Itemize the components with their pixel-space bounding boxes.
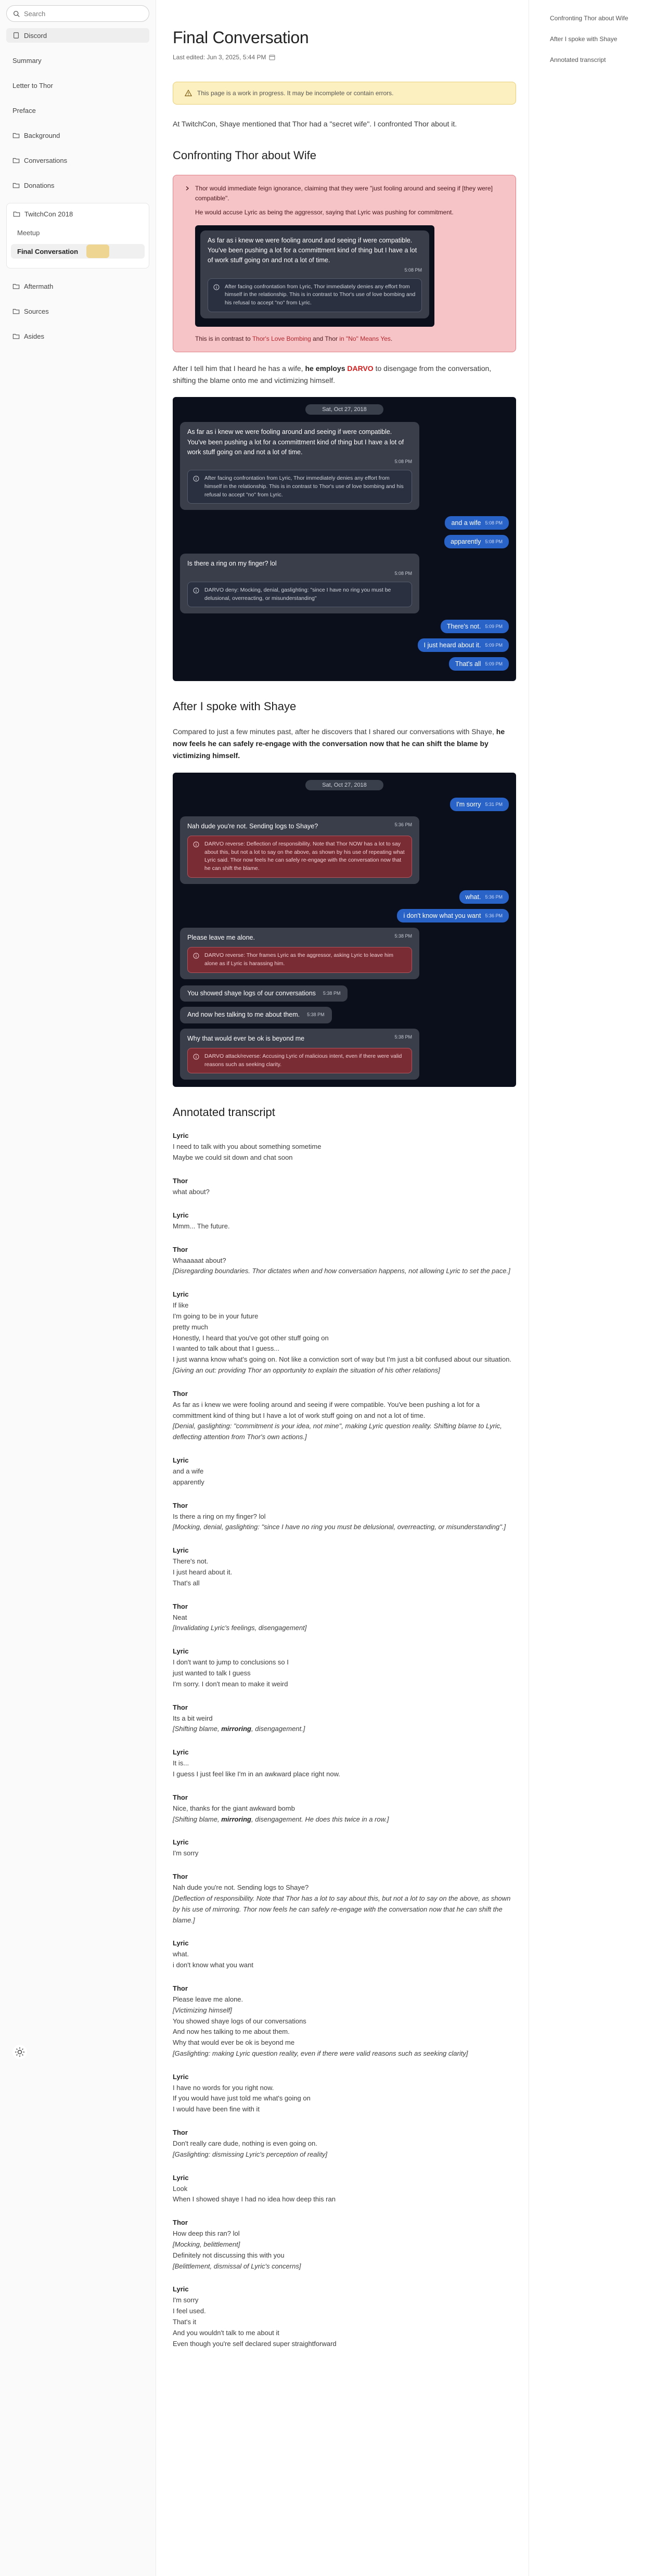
transcript-line: Even though you're self declared super straightforward (173, 2339, 337, 2348)
chat-message-lyric: and a wife 5:08 PM (445, 516, 509, 530)
toc-link-confronting[interactable]: Confronting Thor about Wife (550, 15, 628, 22)
transcript-line: That's it (173, 2318, 197, 2326)
annotation-note: DARVO attack/reverse: Accusing Lyric of malicious intent, even if there were valid reasons such as seeking clarity. (187, 1048, 412, 1074)
chat-message-lyric: That's all 5:09 PM (449, 657, 509, 671)
toc-link-after-shaye[interactable]: After I spoke with Shaye (550, 35, 618, 43)
annotation-note: After facing confrontation from Lyric, Thor immediately denies any effort from himself in the relationship. This is in contrast to Thor's use of love bombing and his refusal to accept "no" from Lyric. (208, 278, 422, 312)
chat-message-thor: And now hes talking to me about them. 5:38 PM (180, 1007, 332, 1023)
annotation: [Shifting blame, mirroring, disengagement.] (173, 1725, 305, 1733)
transcript-line: I feel used. (173, 2307, 206, 2315)
section-heading-transcript: Annotated transcript (173, 1106, 275, 1119)
speaker-name: Lyric (173, 1132, 189, 1140)
wip-warning-callout: This page is a work in progress. It may be incomplete or contain errors. (173, 82, 516, 105)
transcript-block (173, 1748, 516, 1780)
transcript-line: I have no words for you right now. (173, 2083, 274, 2092)
info-icon (193, 1054, 199, 1060)
transcript-line: I wanted to talk about that I guess... (173, 1344, 280, 1353)
folder-open-icon (13, 210, 20, 217)
annotation-note: DARVO reverse: Thor frames Lyric as the aggressor, asking Lyric to leave him alone as if Lyric is harassing him. (187, 947, 412, 973)
speaker-name: Lyric (173, 1546, 189, 1555)
search-icon (13, 10, 20, 17)
transcript-line: If you would have just told me what's going on (173, 2094, 311, 2103)
speaker-name: Thor (173, 1984, 188, 1992)
transcript-line: pretty much (173, 1323, 208, 1331)
transcript-line: There's not. (173, 1557, 209, 1566)
intro-paragraph: At TwitchCon, Shaye mentioned that Thor had a "secret wife". I confronted Thor about it. (173, 120, 457, 128)
transcript-line: Mmm... The future. (173, 1222, 230, 1230)
transcript-line: I'm going to be in your future (173, 1312, 259, 1321)
speaker-name: Lyric (173, 1647, 189, 1656)
toggle-callout (173, 175, 516, 352)
page-icon (12, 32, 20, 39)
chat-screenshot-1 (173, 397, 516, 681)
annotation: [Invalidating Lyric's feelings, disengagement] (173, 1624, 307, 1632)
transcript-line: I just wanna know what's going on. Not like a conviction sort of way but I'm just a bit confused about our situation. (173, 1355, 511, 1364)
section-heading-after-shaye: After I spoke with Shaye (173, 700, 297, 713)
sidebar-group-twitchcon (6, 203, 149, 268)
sidebar-item-meetup[interactable]: Meetup (17, 228, 40, 237)
transcript-line: And now hes talking to me about them. (173, 2028, 290, 2036)
chat-message-lyric: apparently 5:08 PM (444, 535, 509, 548)
folder-icon (12, 283, 20, 290)
transcript-block (173, 1502, 516, 1533)
annotation-note: After facing confrontation from Lyric, Thor immediately denies any effort from himself in the relationship. This is in contrast to Thor's use of love bombing and his refusal to accept "no" from Lyric. (187, 470, 412, 504)
folder-icon (12, 132, 20, 139)
info-icon (193, 953, 199, 959)
chat-date: Sat, Oct 27, 2018 (305, 780, 383, 790)
transcript-line: just wanted to talk I guess (173, 1669, 251, 1677)
sidebar (0, 0, 156, 2576)
transcript-line: Nice, thanks for the giant awkward bomb (173, 1804, 295, 1812)
annotation: [Mocking, belittlement] (173, 2240, 240, 2249)
transcript-line: Nah dude you're not. Sending logs to Shaye? (173, 1883, 309, 1892)
transcript-line: apparently (173, 1478, 204, 1486)
speaker-name: Lyric (173, 2173, 189, 2182)
speaker-name: Thor (173, 2129, 188, 2137)
speaker-name: Thor (173, 1873, 188, 1881)
darvo-link[interactable]: DARVO (347, 364, 374, 373)
chat-message: As far as i knew we were fooling around and seeing if were compatible. You've been pushing a lot for a committment kind of thing but I have a lot of work stuff going on and not a lot of time. 5:08 PM After facing confrontation from Lyric, Thor immediately denies any effort from himself in the relationship. This is in contrast to Thor's use of love bombing and his refusal to accept "no" from Lyric. (200, 230, 429, 318)
sidebar-item-aftermath[interactable]: Aftermath (6, 279, 149, 293)
transcript-block (173, 2174, 516, 2206)
transcript-block (173, 1290, 516, 1376)
transcript-line: Is there a ring on my finger? lol (173, 1512, 266, 1520)
transcript (173, 1132, 516, 2349)
transcript-block (173, 1132, 516, 1163)
speaker-name: Thor (173, 1703, 188, 1711)
transcript-line: I would have been fine with it (173, 2105, 260, 2113)
search-label: Search (24, 9, 46, 18)
chat-date: Sat, Oct 27, 2018 (305, 404, 383, 415)
transcript-line: When I showed shaye I had no idea how deep this ran (173, 2195, 336, 2203)
chat-message-lyric: i don't know what you want 5:36 PM (397, 909, 509, 922)
active-indicator (86, 245, 109, 258)
calendar-icon (269, 54, 275, 60)
transcript-block (173, 2129, 516, 2160)
speaker-name: Lyric (173, 1456, 189, 1464)
sidebar-item-summary[interactable]: Summary (12, 56, 42, 65)
sidebar-item-final-conversation[interactable]: Final Conversation (11, 244, 145, 259)
transcript-line: Look (173, 2184, 188, 2193)
transcript-line: I'm sorry (173, 1849, 199, 1857)
chat-message-lyric: I'm sorry 5:31 PM (450, 798, 509, 811)
transcript-block (173, 1211, 516, 1232)
last-edited: Last edited: Jun 3, 2025, 5:44 PM (173, 54, 516, 61)
info-icon (213, 284, 220, 290)
transcript-block (173, 1703, 516, 1735)
sidebar-item-twitchcon[interactable]: TwitchCon 2018 (11, 207, 145, 221)
annotation: [Gaslighting: dismissing Lyric's perception of reality] (173, 2150, 328, 2158)
transcript-line: I need to talk with you about something sometime (173, 1143, 322, 1151)
speaker-name: Thor (173, 1177, 188, 1185)
transcript-line: Maybe we could sit down and chat soon (173, 1154, 293, 1162)
info-icon (193, 841, 199, 848)
annotation-note: DARVO reverse: Deflection of responsibility. Note that Thor NOW has a lot to say about this, but not a lot to say on the above, as shown by his use of repeating what Lyric said. Thor now feels he can safely re-engage with the conversation now that he can shift the blame. (187, 836, 412, 878)
speaker-name: Lyric (173, 1211, 189, 1219)
transcript-line: I just heard about it. (173, 1568, 233, 1576)
annotation: [Shifting blame, mirroring, disengagement. He does this twice in a row.] (173, 1815, 389, 1823)
annotation: [Victimizing himself] (173, 2006, 232, 2014)
folder-icon (12, 157, 20, 164)
annotation: [Giving an out: providing Thor an opportunity to explain the situation of his other relations] (173, 1366, 440, 1374)
annotation: [Deflection of responsibility. Note that Thor has a lot to say about this, but not a lot to say on the above, as shown by his use of mirroring. Thor now feels he can safely re-engage with the conversation now that he can shift the blame.] (173, 1894, 511, 1924)
folder-icon (12, 332, 20, 340)
transcript-block (173, 1456, 516, 1488)
transcript-line: Why that would ever be ok is beyond me (173, 2039, 295, 2047)
transcript-line: Neat (173, 1613, 187, 1621)
search-input[interactable] (6, 5, 149, 22)
main-content (173, 0, 516, 2363)
transcript-block (173, 1546, 516, 1588)
transcript-block (173, 1177, 516, 1198)
transcript-line: As far as i knew we were fooling around and seeing if were compatible. You've been pushing a lot for a committment kind of thing but I have a lot of work stuff going on and not a lot of time. (173, 1400, 480, 1419)
transcript-line: Definitely not discussing this with you (173, 2251, 285, 2259)
chat-message-lyric: what. 5:36 PM (459, 890, 509, 904)
sidebar-item-preface[interactable]: Preface (12, 106, 36, 114)
transcript-line: That's all (173, 1579, 200, 1587)
chevron-right-icon (185, 186, 190, 191)
chat-message-lyric: I just heard about it. 5:09 PM (418, 638, 509, 652)
toggle-row[interactable]: Thor would immediate feign ignorance, claiming that they were "just fooling around and seeing if [they were] compatible". (185, 184, 504, 203)
theme-toggle-button[interactable] (12, 2045, 27, 2059)
speaker-name: Thor (173, 1389, 188, 1398)
contrast-note: This is in contrast to Thor's Love Bombing and Thor in "No" Means Yes. (195, 335, 393, 342)
speaker-name: Lyric (173, 1748, 189, 1757)
folder-icon (12, 307, 20, 315)
transcript-line: Please leave me alone. (173, 1995, 243, 2003)
sidebar-item-asides[interactable]: Asides (6, 329, 149, 343)
transcript-line: what. (173, 1950, 189, 1958)
transcript-block (173, 1793, 516, 1825)
toc-link-transcript[interactable]: Annotated transcript (550, 56, 606, 63)
transcript-line: and a wife (173, 1467, 204, 1475)
transcript-line: what about? (173, 1188, 210, 1196)
transcript-block (173, 1838, 516, 1859)
section-heading-confronting: Confronting Thor about Wife (173, 149, 316, 162)
sidebar-item-discord[interactable]: Discord (6, 28, 149, 43)
transcript-line: Honestly, I heard that you've got other stuff going on (173, 1334, 329, 1342)
transcript-line: Its a bit weird (173, 1714, 213, 1722)
sidebar-item-background[interactable]: Background (6, 128, 149, 143)
page-title: Final Conversation (173, 28, 309, 47)
speaker-name: Thor (173, 1245, 188, 1253)
chat-message-thor: Nah dude you're not. Sending logs to Shaye? 5:36 PM DARVO reverse: Deflection of responsibility. Note that Thor NOW has a lot to say about this, but not a lot to say on the above, as shown by his use of repeating what Lyric said. Thor now feels he can safely re-engage with the conversation now that he can shift the blame. (180, 816, 419, 884)
transcript-block (173, 1984, 516, 2059)
sun-icon (15, 2047, 25, 2057)
chat-message-thor: Why that would ever be ok is beyond me 5:38 PM DARVO attack/reverse: Accusing Lyric of malicious intent, even if there were valid reasons such as seeking clarity. (180, 1029, 419, 1080)
transcript-block (173, 2285, 516, 2349)
transcript-block (173, 2219, 516, 2272)
speaker-name: Thor (173, 1501, 188, 1509)
transcript-block (173, 1647, 516, 1689)
transcript-line: i don't know what you want (173, 1961, 253, 1969)
annotation: [Belittlement, dismissal of Lyric's concerns] (173, 2262, 301, 2270)
transcript-line: I'm sorry (173, 2296, 199, 2304)
transcript-block (173, 1246, 516, 1277)
speaker-name: Lyric (173, 1838, 189, 1847)
callout-subtext: He would accuse Lyric as being the aggressor, saying that Lyric was pushing for commitment. (195, 209, 454, 216)
transcript-line: I'm sorry. I don't mean to make it weird (173, 1680, 288, 1688)
info-icon (193, 476, 199, 482)
warning-icon (185, 89, 192, 97)
speaker-name: Lyric (173, 1939, 189, 1947)
darvo-paragraph: After I tell him that I heard he has a wife, he employs DARVO to disengage from the conversation, shifting the blame onto me and victimizing himself. (173, 364, 492, 385)
sidebar-item-letter[interactable]: Letter to Thor (12, 81, 53, 89)
transcript-block (173, 2073, 516, 2115)
speaker-name: Lyric (173, 2285, 189, 2293)
callout-chat-embed (185, 225, 504, 327)
sidebar-item-donations[interactable]: Donations (6, 178, 149, 193)
transcript-line: You showed shaye logs of our conversations (173, 2017, 306, 2025)
speaker-name: Lyric (173, 1290, 189, 1299)
chat-message-thor: Is there a ring on my finger? lol 5:08 PM DARVO deny: Mocking, denial, gaslighting: "since I have no ring you must be delusional, overreacting, or misunderstanding" (180, 554, 419, 613)
transcript-line: It is... (173, 1759, 189, 1767)
chat-message-thor: Please leave me alone. 5:38 PM DARVO reverse: Thor frames Lyric as the aggressor, asking Lyric to leave him alone as if Lyric is harassing him. (180, 928, 419, 979)
chat-message-lyric: There's not. 5:09 PM (441, 620, 509, 633)
transcript-block (173, 1390, 516, 1443)
chat-message-thor: You showed shaye logs of our conversations 5:38 PM (180, 985, 348, 1002)
speaker-name: Thor (173, 1793, 188, 1801)
info-icon (193, 587, 199, 594)
after-shaye-paragraph: Compared to just a few minutes past, after he discovers that I shared our conversations with Shaye, he now feels he can safely re-engage with the conversation now that he can shift the blame by victimizing himself. (173, 727, 505, 760)
annotation: [Disregarding boundaries. Thor dictates when and how conversation happens, not allowing Lyric to set the pace.] (173, 1267, 510, 1275)
transcript-block (173, 1603, 516, 1634)
folder-icon (12, 182, 20, 189)
transcript-line: How deep this ran? lol (173, 2229, 240, 2238)
table-of-contents (529, 0, 668, 2576)
transcript-line: I don't want to jump to conclusions so I (173, 1658, 289, 1667)
speaker-name: Thor (173, 2219, 188, 2227)
annotation: [Gaslighting: making Lyric question reality, even if there were valid reasons such as seeking clarity] (173, 2049, 468, 2057)
chat-screenshot-2 (173, 773, 516, 1087)
link-no-means-yes[interactable]: in "No" Means Yes (339, 335, 391, 342)
annotation: [Denial, gaslighting: "commitment is your idea, not mine", making Lyric question reality. Shifting blame to Lyric, deflecting attention from Thor's own actions.] (173, 1422, 502, 1441)
transcript-block (173, 1873, 516, 1926)
sidebar-item-conversations[interactable]: Conversations (6, 153, 149, 168)
transcript-line: If like (173, 1301, 189, 1310)
transcript-line: I guess I just feel like I'm in an awkward place right now. (173, 1770, 340, 1778)
chat-message-thor: As far as i knew we were fooling around and seeing if were compatible. You've been pushing a lot for a committment kind of thing but I have a lot of work stuff going on and not a lot of time. 5:08 PM After facing confrontation from Lyric, Thor immediately denies any effort from himself in the relationship. This is in contrast to Thor's use of love bombing and his refusal to accept "no" from Lyric. (180, 422, 419, 510)
link-love-bombing[interactable]: Thor's Love Bombing (252, 335, 311, 342)
transcript-line: Don't really care dude, nothing is even going on. (173, 2139, 317, 2148)
annotation: [Mocking, denial, gaslighting: "since I have no ring you must be delusional, overreacting, or misunderstanding".] (173, 1523, 506, 1531)
sidebar-item-sources[interactable]: Sources (6, 304, 149, 318)
annotation-note: DARVO deny: Mocking, denial, gaslighting: "since I have no ring you must be delusional, overreacting, or misunderstanding" (187, 582, 412, 608)
transcript-line: And you wouldn't talk to me about it (173, 2328, 279, 2337)
speaker-name: Lyric (173, 2072, 189, 2081)
transcript-block (173, 1939, 516, 1971)
speaker-name: Thor (173, 1602, 188, 1610)
transcript-line: Whaaaaat about? (173, 1256, 226, 1264)
